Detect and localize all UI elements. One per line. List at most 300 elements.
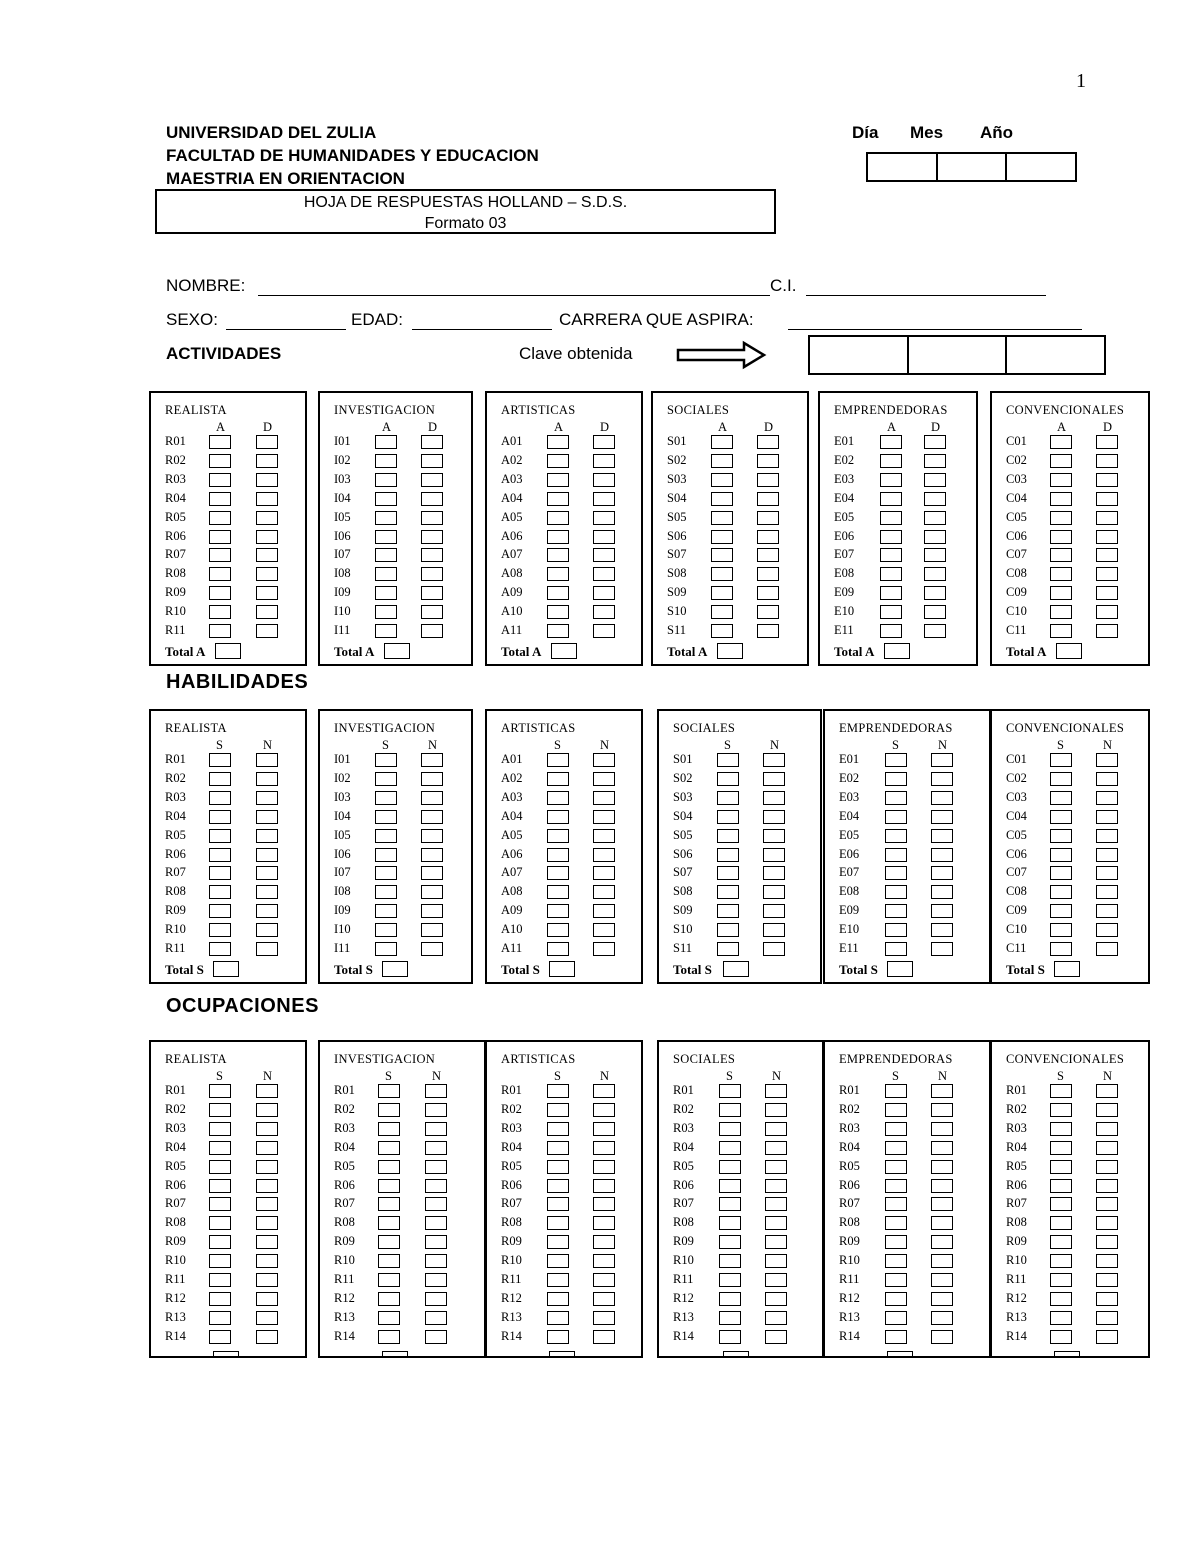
answer-checkbox-first[interactable] [375, 885, 397, 899]
answer-checkbox-second[interactable] [1096, 605, 1118, 619]
answer-checkbox-second[interactable] [421, 810, 443, 824]
answer-checkbox-first[interactable] [880, 548, 902, 562]
answer-checkbox-first[interactable] [719, 1216, 741, 1230]
day-box[interactable] [868, 154, 938, 180]
answer-checkbox-first[interactable] [375, 473, 397, 487]
answer-checkbox-first[interactable] [547, 1160, 569, 1174]
answer-checkbox-first[interactable] [717, 942, 739, 956]
answer-checkbox-second[interactable] [256, 1122, 278, 1136]
answer-checkbox-first[interactable] [375, 810, 397, 824]
answer-checkbox-first[interactable] [209, 1141, 231, 1155]
answer-checkbox-second[interactable] [1096, 473, 1118, 487]
answer-checkbox-second[interactable] [421, 923, 443, 937]
answer-checkbox-first[interactable] [885, 1292, 907, 1306]
answer-checkbox-second[interactable] [931, 885, 953, 899]
answer-checkbox-first[interactable] [885, 1122, 907, 1136]
answer-checkbox-first[interactable] [717, 904, 739, 918]
answer-checkbox-first[interactable] [1050, 473, 1072, 487]
answer-checkbox-first[interactable] [209, 530, 231, 544]
answer-checkbox-first[interactable] [711, 548, 733, 562]
answer-checkbox-first[interactable] [209, 548, 231, 562]
answer-checkbox-second[interactable] [256, 586, 278, 600]
answer-checkbox-second[interactable] [757, 454, 779, 468]
answer-checkbox-second[interactable] [765, 1311, 787, 1325]
answer-checkbox-second[interactable] [931, 1216, 953, 1230]
answer-checkbox-second[interactable] [421, 829, 443, 843]
total-box[interactable] [1056, 643, 1082, 659]
answer-checkbox-first[interactable] [375, 454, 397, 468]
answer-checkbox-first[interactable] [880, 530, 902, 544]
answer-checkbox-first[interactable] [547, 1197, 569, 1211]
answer-checkbox-second[interactable] [256, 435, 278, 449]
answer-checkbox-second[interactable] [1096, 1330, 1118, 1344]
answer-checkbox-first[interactable] [719, 1160, 741, 1174]
answer-checkbox-first[interactable] [717, 753, 739, 767]
answer-checkbox-first[interactable] [885, 1103, 907, 1117]
answer-checkbox-second[interactable] [1096, 1254, 1118, 1268]
answer-checkbox-first[interactable] [547, 791, 569, 805]
answer-checkbox-first[interactable] [209, 1084, 231, 1098]
answer-checkbox-first[interactable] [717, 829, 739, 843]
answer-checkbox-second[interactable] [924, 530, 946, 544]
answer-checkbox-first[interactable] [375, 772, 397, 786]
answer-checkbox-first[interactable] [547, 530, 569, 544]
answer-checkbox-first[interactable] [711, 492, 733, 506]
answer-checkbox-first[interactable] [547, 1273, 569, 1287]
answer-checkbox-second[interactable] [421, 772, 443, 786]
answer-checkbox-first[interactable] [547, 1141, 569, 1155]
answer-checkbox-second[interactable] [931, 829, 953, 843]
total-box-cut[interactable] [723, 1351, 749, 1358]
answer-checkbox-first[interactable] [885, 829, 907, 843]
answer-checkbox-first[interactable] [209, 1160, 231, 1174]
answer-checkbox-first[interactable] [375, 605, 397, 619]
answer-checkbox-second[interactable] [256, 624, 278, 638]
answer-checkbox-first[interactable] [885, 923, 907, 937]
answer-checkbox-second[interactable] [763, 904, 785, 918]
answer-checkbox-first[interactable] [547, 548, 569, 562]
answer-checkbox-first[interactable] [711, 586, 733, 600]
answer-checkbox-second[interactable] [256, 1311, 278, 1325]
answer-checkbox-second[interactable] [593, 1254, 615, 1268]
answer-checkbox-first[interactable] [375, 848, 397, 862]
clave-box-2[interactable] [909, 337, 1008, 373]
answer-checkbox-first[interactable] [885, 1179, 907, 1193]
year-box[interactable] [1007, 154, 1075, 180]
answer-checkbox-first[interactable] [1050, 904, 1072, 918]
answer-checkbox-first[interactable] [719, 1084, 741, 1098]
answer-checkbox-second[interactable] [593, 605, 615, 619]
answer-checkbox-first[interactable] [547, 753, 569, 767]
total-box-cut[interactable] [549, 1351, 575, 1358]
answer-checkbox-first[interactable] [209, 435, 231, 449]
answer-checkbox-first[interactable] [885, 1311, 907, 1325]
total-box-cut[interactable] [213, 1351, 239, 1358]
total-box-cut[interactable] [1054, 1351, 1080, 1358]
answer-checkbox-second[interactable] [931, 1292, 953, 1306]
answer-checkbox-first[interactable] [880, 511, 902, 525]
answer-checkbox-first[interactable] [378, 1273, 400, 1287]
answer-checkbox-second[interactable] [256, 1235, 278, 1249]
answer-checkbox-second[interactable] [1096, 1197, 1118, 1211]
answer-checkbox-first[interactable] [711, 605, 733, 619]
answer-checkbox-first[interactable] [375, 904, 397, 918]
answer-checkbox-second[interactable] [1096, 624, 1118, 638]
answer-checkbox-second[interactable] [593, 1235, 615, 1249]
answer-checkbox-first[interactable] [1050, 1235, 1072, 1249]
answer-checkbox-first[interactable] [885, 1254, 907, 1268]
answer-checkbox-second[interactable] [425, 1216, 447, 1230]
total-box[interactable] [549, 961, 575, 977]
answer-checkbox-second[interactable] [256, 548, 278, 562]
answer-checkbox-first[interactable] [880, 586, 902, 600]
answer-checkbox-first[interactable] [547, 473, 569, 487]
answer-checkbox-first[interactable] [1050, 1254, 1072, 1268]
answer-checkbox-first[interactable] [885, 810, 907, 824]
answer-checkbox-second[interactable] [421, 567, 443, 581]
answer-checkbox-second[interactable] [765, 1122, 787, 1136]
answer-checkbox-second[interactable] [593, 435, 615, 449]
answer-checkbox-first[interactable] [378, 1235, 400, 1249]
answer-checkbox-first[interactable] [1050, 866, 1072, 880]
answer-checkbox-second[interactable] [256, 454, 278, 468]
answer-checkbox-second[interactable] [421, 435, 443, 449]
answer-checkbox-second[interactable] [593, 810, 615, 824]
answer-checkbox-second[interactable] [256, 1141, 278, 1155]
answer-checkbox-first[interactable] [209, 1330, 231, 1344]
answer-checkbox-first[interactable] [885, 848, 907, 862]
answer-checkbox-second[interactable] [931, 772, 953, 786]
answer-checkbox-second[interactable] [1096, 810, 1118, 824]
answer-checkbox-second[interactable] [256, 492, 278, 506]
answer-checkbox-first[interactable] [711, 454, 733, 468]
answer-checkbox-first[interactable] [547, 810, 569, 824]
answer-checkbox-second[interactable] [421, 866, 443, 880]
answer-checkbox-second[interactable] [763, 791, 785, 805]
answer-checkbox-second[interactable] [421, 586, 443, 600]
answer-checkbox-second[interactable] [1096, 829, 1118, 843]
answer-checkbox-second[interactable] [593, 1311, 615, 1325]
answer-checkbox-second[interactable] [425, 1122, 447, 1136]
answer-checkbox-second[interactable] [256, 1197, 278, 1211]
answer-checkbox-second[interactable] [1096, 791, 1118, 805]
answer-checkbox-first[interactable] [880, 605, 902, 619]
answer-checkbox-second[interactable] [757, 548, 779, 562]
answer-checkbox-first[interactable] [547, 1292, 569, 1306]
answer-checkbox-first[interactable] [375, 435, 397, 449]
answer-checkbox-first[interactable] [717, 810, 739, 824]
answer-checkbox-second[interactable] [757, 492, 779, 506]
answer-checkbox-second[interactable] [256, 810, 278, 824]
answer-checkbox-second[interactable] [593, 1084, 615, 1098]
answer-checkbox-second[interactable] [593, 492, 615, 506]
answer-checkbox-second[interactable] [757, 567, 779, 581]
answer-checkbox-second[interactable] [421, 454, 443, 468]
answer-checkbox-first[interactable] [885, 1273, 907, 1287]
answer-checkbox-second[interactable] [256, 904, 278, 918]
answer-checkbox-first[interactable] [547, 923, 569, 937]
answer-checkbox-second[interactable] [1096, 567, 1118, 581]
answer-checkbox-second[interactable] [765, 1084, 787, 1098]
sexo-line[interactable] [226, 311, 346, 330]
answer-checkbox-first[interactable] [375, 829, 397, 843]
answer-checkbox-first[interactable] [209, 772, 231, 786]
answer-checkbox-second[interactable] [1096, 904, 1118, 918]
answer-checkbox-second[interactable] [924, 492, 946, 506]
answer-checkbox-second[interactable] [256, 923, 278, 937]
date-boxes[interactable] [866, 152, 1077, 182]
answer-checkbox-first[interactable] [719, 1179, 741, 1193]
answer-checkbox-second[interactable] [425, 1141, 447, 1155]
answer-checkbox-second[interactable] [256, 772, 278, 786]
answer-checkbox-second[interactable] [421, 942, 443, 956]
answer-checkbox-first[interactable] [209, 511, 231, 525]
answer-checkbox-first[interactable] [1050, 1179, 1072, 1193]
answer-checkbox-first[interactable] [209, 605, 231, 619]
answer-checkbox-first[interactable] [1050, 567, 1072, 581]
answer-checkbox-second[interactable] [593, 454, 615, 468]
answer-checkbox-second[interactable] [425, 1235, 447, 1249]
answer-checkbox-second[interactable] [765, 1292, 787, 1306]
answer-checkbox-first[interactable] [209, 753, 231, 767]
answer-checkbox-first[interactable] [711, 435, 733, 449]
answer-checkbox-second[interactable] [1096, 1179, 1118, 1193]
answer-checkbox-first[interactable] [719, 1273, 741, 1287]
answer-checkbox-first[interactable] [375, 923, 397, 937]
answer-checkbox-second[interactable] [757, 473, 779, 487]
answer-checkbox-second[interactable] [765, 1197, 787, 1211]
answer-checkbox-second[interactable] [1096, 848, 1118, 862]
answer-checkbox-first[interactable] [1050, 923, 1072, 937]
answer-checkbox-second[interactable] [765, 1141, 787, 1155]
answer-checkbox-first[interactable] [1050, 1141, 1072, 1155]
answer-checkbox-second[interactable] [931, 1141, 953, 1155]
answer-checkbox-first[interactable] [378, 1311, 400, 1325]
answer-checkbox-second[interactable] [1096, 1216, 1118, 1230]
answer-checkbox-second[interactable] [924, 454, 946, 468]
answer-checkbox-first[interactable] [1050, 942, 1072, 956]
answer-checkbox-second[interactable] [256, 1103, 278, 1117]
answer-checkbox-first[interactable] [885, 1160, 907, 1174]
answer-checkbox-first[interactable] [209, 1235, 231, 1249]
answer-checkbox-first[interactable] [209, 1311, 231, 1325]
answer-checkbox-second[interactable] [256, 866, 278, 880]
answer-checkbox-second[interactable] [765, 1160, 787, 1174]
answer-checkbox-first[interactable] [547, 904, 569, 918]
answer-checkbox-second[interactable] [421, 473, 443, 487]
answer-checkbox-second[interactable] [421, 548, 443, 562]
answer-checkbox-first[interactable] [1050, 1197, 1072, 1211]
answer-checkbox-first[interactable] [880, 473, 902, 487]
answer-checkbox-second[interactable] [931, 923, 953, 937]
answer-checkbox-first[interactable] [1050, 1216, 1072, 1230]
answer-checkbox-second[interactable] [1096, 1084, 1118, 1098]
answer-checkbox-first[interactable] [209, 1292, 231, 1306]
answer-checkbox-second[interactable] [593, 829, 615, 843]
answer-checkbox-second[interactable] [593, 586, 615, 600]
answer-checkbox-first[interactable] [719, 1141, 741, 1155]
answer-checkbox-second[interactable] [763, 810, 785, 824]
answer-checkbox-first[interactable] [885, 753, 907, 767]
answer-checkbox-first[interactable] [711, 624, 733, 638]
answer-checkbox-second[interactable] [757, 605, 779, 619]
clave-box-1[interactable] [810, 337, 909, 373]
answer-checkbox-second[interactable] [593, 1179, 615, 1193]
answer-checkbox-first[interactable] [378, 1141, 400, 1155]
answer-checkbox-first[interactable] [1050, 586, 1072, 600]
answer-checkbox-first[interactable] [885, 772, 907, 786]
answer-checkbox-first[interactable] [880, 492, 902, 506]
answer-checkbox-second[interactable] [593, 753, 615, 767]
answer-checkbox-second[interactable] [763, 923, 785, 937]
answer-checkbox-second[interactable] [593, 923, 615, 937]
answer-checkbox-first[interactable] [885, 1141, 907, 1155]
answer-checkbox-second[interactable] [931, 1103, 953, 1117]
answer-checkbox-second[interactable] [931, 791, 953, 805]
answer-checkbox-second[interactable] [763, 753, 785, 767]
answer-checkbox-second[interactable] [931, 753, 953, 767]
answer-checkbox-second[interactable] [757, 586, 779, 600]
answer-checkbox-second[interactable] [757, 435, 779, 449]
nombre-line[interactable] [258, 277, 770, 296]
answer-checkbox-second[interactable] [593, 848, 615, 862]
answer-checkbox-second[interactable] [593, 1216, 615, 1230]
answer-checkbox-first[interactable] [547, 772, 569, 786]
answer-checkbox-second[interactable] [763, 866, 785, 880]
answer-checkbox-second[interactable] [763, 772, 785, 786]
answer-checkbox-second[interactable] [765, 1103, 787, 1117]
answer-checkbox-first[interactable] [375, 942, 397, 956]
ci-line[interactable] [806, 277, 1046, 296]
answer-checkbox-first[interactable] [209, 492, 231, 506]
answer-checkbox-second[interactable] [1096, 923, 1118, 937]
answer-checkbox-first[interactable] [209, 1103, 231, 1117]
answer-checkbox-first[interactable] [375, 492, 397, 506]
answer-checkbox-first[interactable] [1050, 829, 1072, 843]
answer-checkbox-second[interactable] [931, 848, 953, 862]
total-box[interactable] [1054, 961, 1080, 977]
answer-checkbox-second[interactable] [421, 885, 443, 899]
answer-checkbox-first[interactable] [885, 791, 907, 805]
answer-checkbox-second[interactable] [1096, 1141, 1118, 1155]
answer-checkbox-second[interactable] [1096, 1235, 1118, 1249]
answer-checkbox-second[interactable] [256, 511, 278, 525]
answer-checkbox-first[interactable] [1050, 511, 1072, 525]
answer-checkbox-first[interactable] [547, 1216, 569, 1230]
answer-checkbox-second[interactable] [425, 1254, 447, 1268]
answer-checkbox-first[interactable] [717, 791, 739, 805]
answer-checkbox-first[interactable] [378, 1330, 400, 1344]
answer-checkbox-first[interactable] [880, 435, 902, 449]
answer-checkbox-first[interactable] [209, 866, 231, 880]
answer-checkbox-first[interactable] [1050, 605, 1072, 619]
answer-checkbox-first[interactable] [209, 454, 231, 468]
total-box-cut[interactable] [887, 1351, 913, 1358]
answer-checkbox-first[interactable] [209, 885, 231, 899]
answer-checkbox-second[interactable] [593, 942, 615, 956]
answer-checkbox-second[interactable] [1096, 772, 1118, 786]
answer-checkbox-second[interactable] [256, 1273, 278, 1287]
answer-checkbox-first[interactable] [885, 1197, 907, 1211]
answer-checkbox-second[interactable] [931, 810, 953, 824]
answer-checkbox-second[interactable] [1096, 454, 1118, 468]
answer-checkbox-first[interactable] [378, 1179, 400, 1193]
answer-checkbox-first[interactable] [547, 1103, 569, 1117]
answer-checkbox-second[interactable] [765, 1235, 787, 1249]
answer-checkbox-first[interactable] [1050, 492, 1072, 506]
answer-checkbox-second[interactable] [763, 848, 785, 862]
answer-checkbox-first[interactable] [375, 567, 397, 581]
answer-checkbox-second[interactable] [425, 1084, 447, 1098]
answer-checkbox-first[interactable] [209, 1197, 231, 1211]
answer-checkbox-first[interactable] [209, 942, 231, 956]
answer-checkbox-second[interactable] [256, 1216, 278, 1230]
answer-checkbox-second[interactable] [256, 1084, 278, 1098]
answer-checkbox-second[interactable] [425, 1103, 447, 1117]
answer-checkbox-second[interactable] [593, 1141, 615, 1155]
answer-checkbox-first[interactable] [209, 810, 231, 824]
answer-checkbox-second[interactable] [931, 1273, 953, 1287]
answer-checkbox-second[interactable] [256, 605, 278, 619]
answer-checkbox-second[interactable] [256, 1292, 278, 1306]
answer-checkbox-first[interactable] [547, 848, 569, 862]
answer-checkbox-second[interactable] [593, 1273, 615, 1287]
answer-checkbox-second[interactable] [593, 548, 615, 562]
answer-checkbox-first[interactable] [885, 1084, 907, 1098]
answer-checkbox-second[interactable] [1096, 942, 1118, 956]
answer-checkbox-second[interactable] [593, 1122, 615, 1136]
answer-checkbox-second[interactable] [931, 866, 953, 880]
answer-checkbox-second[interactable] [931, 1330, 953, 1344]
answer-checkbox-second[interactable] [256, 1330, 278, 1344]
answer-checkbox-first[interactable] [719, 1122, 741, 1136]
answer-checkbox-first[interactable] [1050, 1160, 1072, 1174]
answer-checkbox-first[interactable] [1050, 1292, 1072, 1306]
total-box[interactable] [717, 643, 743, 659]
answer-checkbox-first[interactable] [375, 511, 397, 525]
answer-checkbox-second[interactable] [765, 1273, 787, 1287]
answer-checkbox-first[interactable] [711, 511, 733, 525]
answer-checkbox-second[interactable] [757, 624, 779, 638]
answer-checkbox-second[interactable] [1096, 530, 1118, 544]
answer-checkbox-second[interactable] [1096, 1292, 1118, 1306]
answer-checkbox-first[interactable] [547, 511, 569, 525]
answer-checkbox-second[interactable] [1096, 753, 1118, 767]
answer-checkbox-second[interactable] [931, 904, 953, 918]
answer-checkbox-second[interactable] [757, 530, 779, 544]
answer-checkbox-second[interactable] [421, 492, 443, 506]
total-box[interactable] [551, 643, 577, 659]
answer-checkbox-first[interactable] [209, 829, 231, 843]
answer-checkbox-first[interactable] [378, 1122, 400, 1136]
answer-checkbox-second[interactable] [924, 586, 946, 600]
answer-checkbox-second[interactable] [924, 435, 946, 449]
answer-checkbox-second[interactable] [765, 1254, 787, 1268]
answer-checkbox-second[interactable] [1096, 492, 1118, 506]
answer-checkbox-second[interactable] [765, 1330, 787, 1344]
month-box[interactable] [938, 154, 1008, 180]
answer-checkbox-first[interactable] [547, 829, 569, 843]
answer-checkbox-first[interactable] [547, 586, 569, 600]
answer-checkbox-second[interactable] [256, 848, 278, 862]
answer-checkbox-first[interactable] [711, 567, 733, 581]
answer-checkbox-first[interactable] [719, 1292, 741, 1306]
answer-checkbox-first[interactable] [378, 1197, 400, 1211]
answer-checkbox-second[interactable] [593, 904, 615, 918]
answer-checkbox-second[interactable] [421, 848, 443, 862]
answer-checkbox-second[interactable] [931, 1254, 953, 1268]
answer-checkbox-second[interactable] [593, 567, 615, 581]
